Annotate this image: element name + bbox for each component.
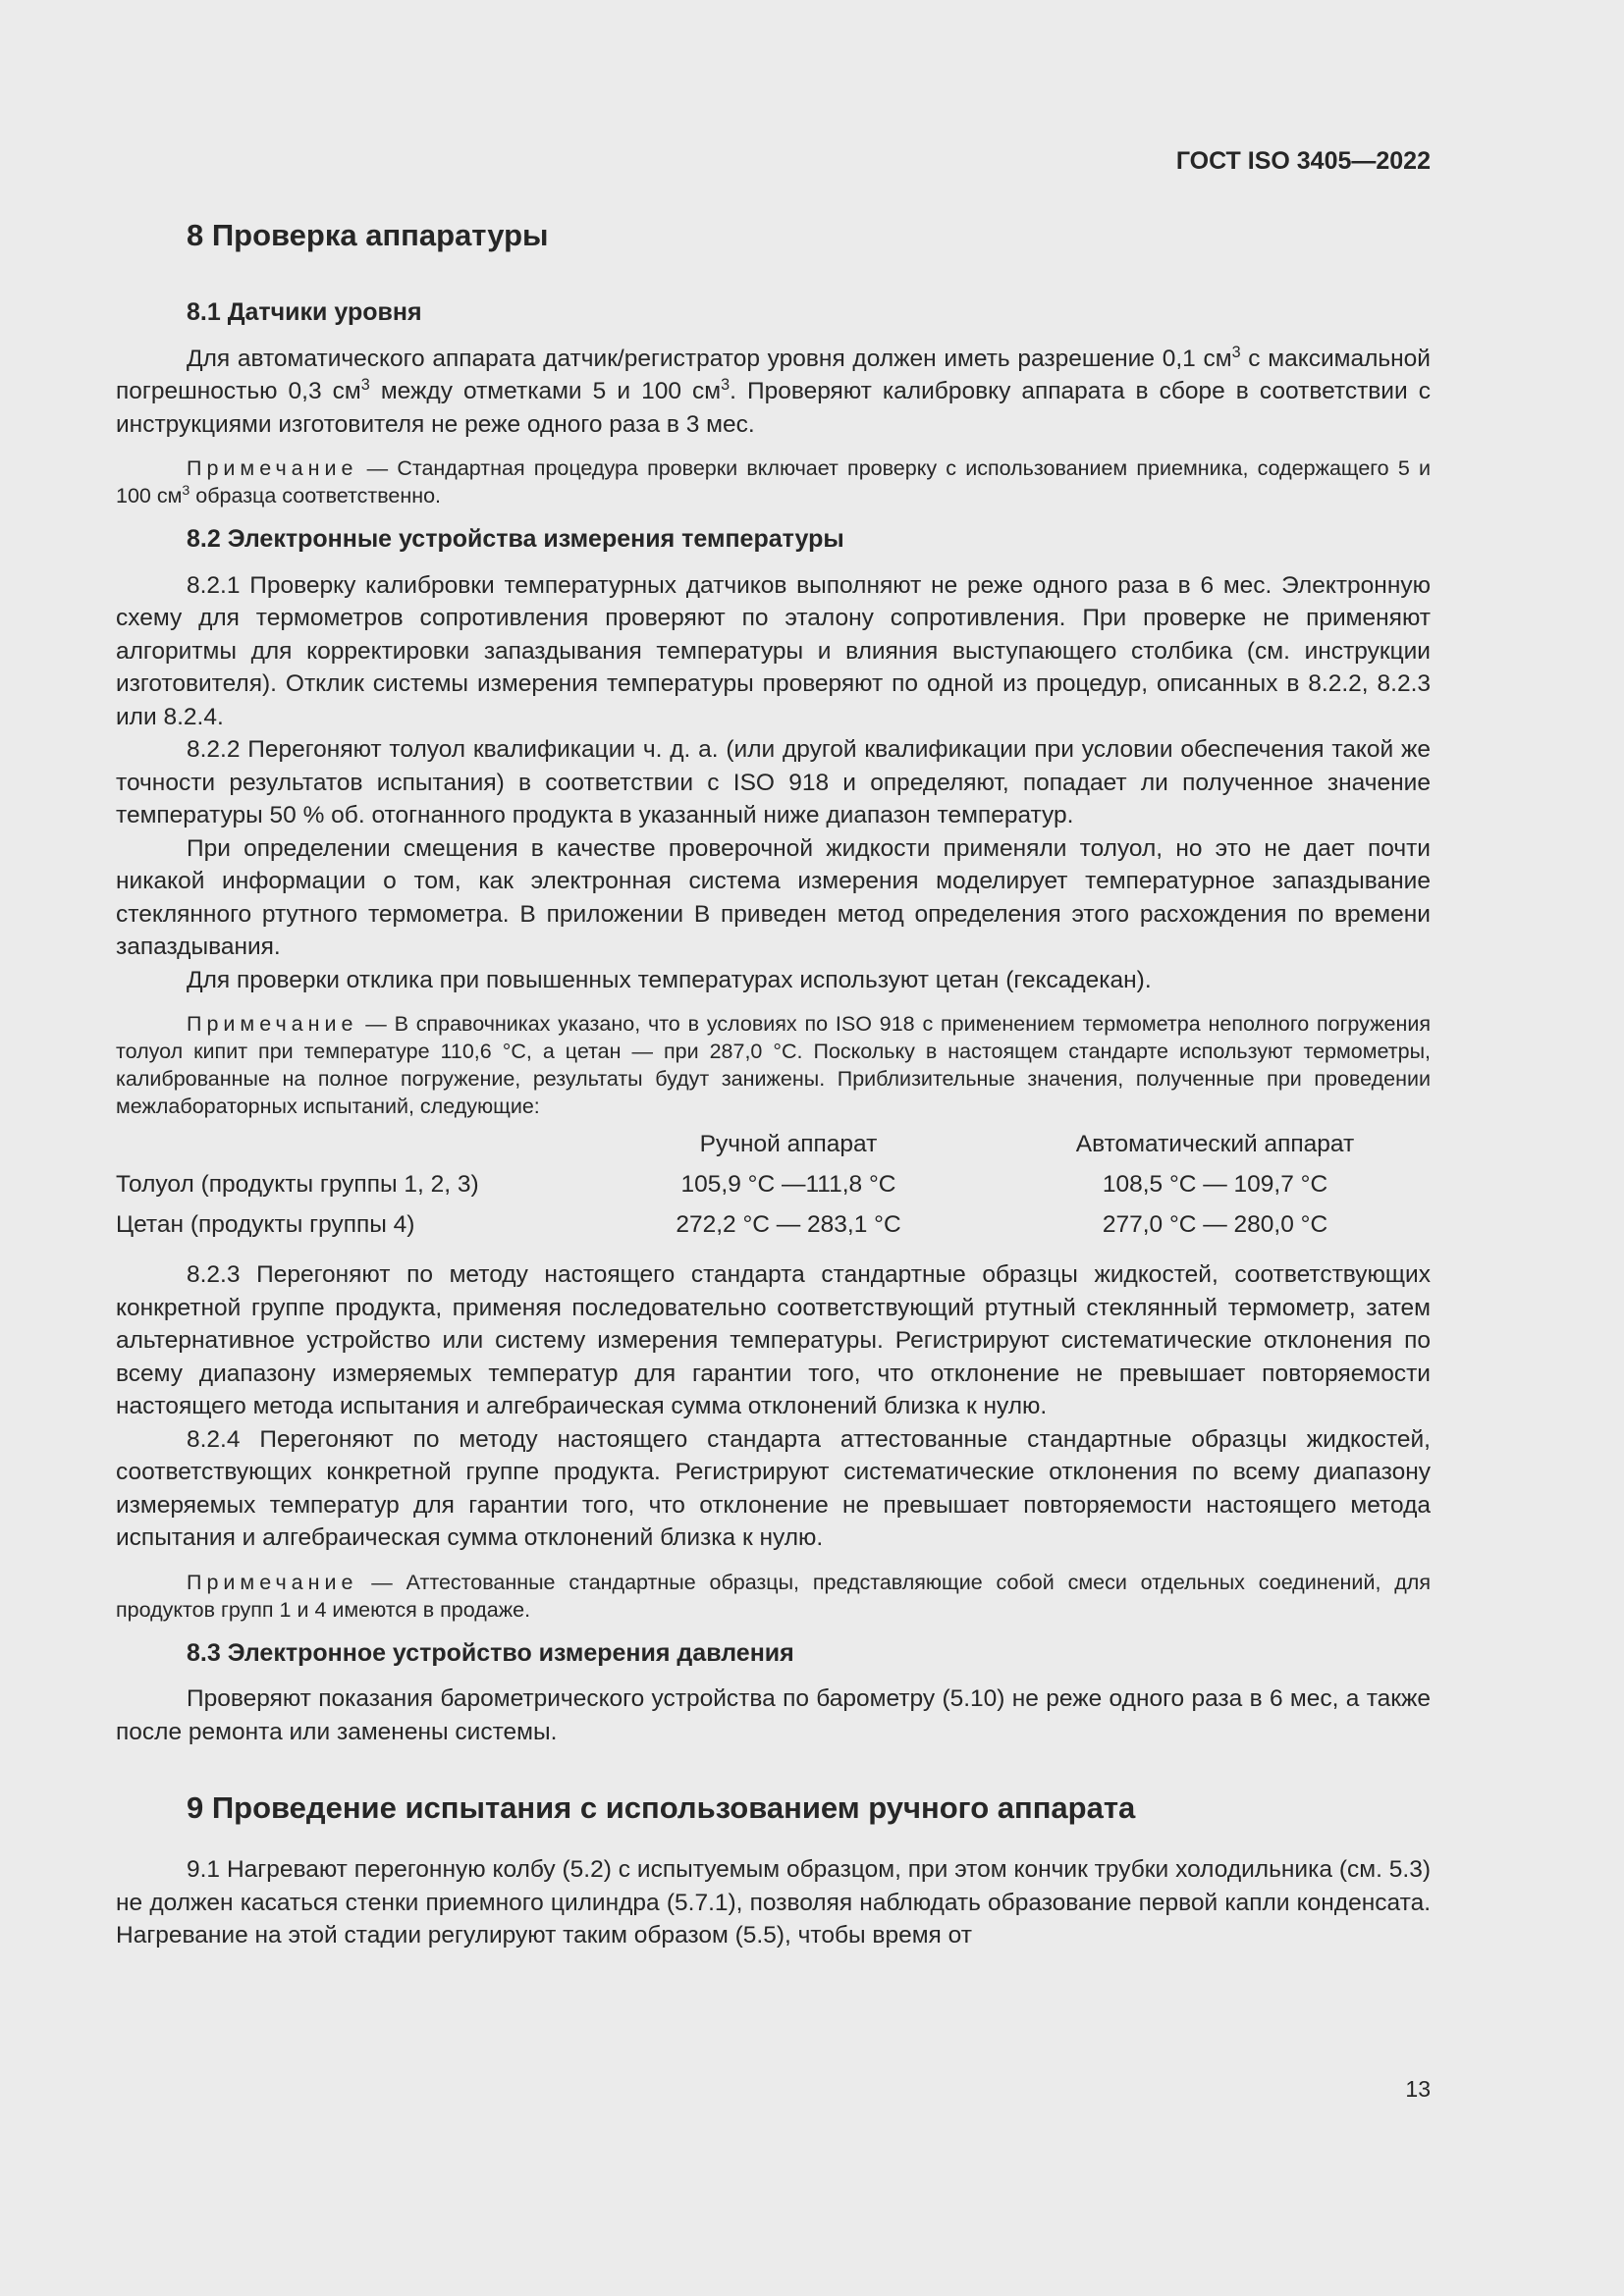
note-label: Примечание: [187, 456, 358, 481]
paragraph-8-2-1: 8.2.1 Проверку калибровки температурных датчиков выполняют не реже одного раза в 6 мес. Электронную схему для термометров сопротивления проверяют по эталону сопротивления. При проверке не применяют алгоритмы для корректировки запаздывания температуры и влияния выступающего столбика (см. инструкции изготовителя). Отклик системы измерения температуры проверяют по одной из процедур, описанных в 8.2.2, 8.2.3 или 8.2.4.: [116, 571, 1431, 730]
table-cell: Цетан (продукты группы 4): [116, 1210, 415, 1238]
paragraph-9-1: 9.1 Нагревают перегонную колбу (5.2) с испытуемым образцом, при этом кончик трубки холодильника (см. 5.3) не должен касаться стенки приемного цилиндра (5.7.1), позволяя наблюдать образование первой капли конденсата. Нагревание на этой стадии регулируют таким образом (5.5), чтобы время от: [116, 1856, 1431, 1949]
table-header-cell: Ручной аппарат: [699, 1130, 878, 1157]
subsection-8-3-title: 8.3 Электронное устройство измерения давления: [187, 1638, 794, 1667]
document-page: [116, 147, 1431, 1952]
paragraph-8-2-3: 8.2.3 Перегоняют по методу настоящего стандарта стандартные образцы жидкостей, соответствующих конкретной группе продукта, применяя последовательно соответствующий ртутный стеклянный термометр, затем альтернативное устройство или систему измерения температуры. Регистрируют систематические отклонения по всему диапазону измеряемых температур для гарантии того, что отклонение не превышает повторяемости настоящего метода испытания и алгебраическая сумма отклонений близка к нулю.: [116, 1261, 1431, 1420]
page-number: 13: [1405, 2076, 1431, 2102]
paragraph-8-3: Проверяют показания барометрического устройства по барометру (5.10) не реже одного раза в 6 мес, а также после ремонта или заменены системы.: [116, 1685, 1431, 1745]
paragraph-8-2-2-b: При определении смещения в качестве проверочной жидкости применяли толуол, но это не дает почти никакой информации о том, как электронная система измерения моделирует температурное запаздывание стеклянного ртутного термометра. В приложении В приведен метод определения этого расхождения по времени запаздывания.: [116, 834, 1431, 961]
document-header: ГОСТ ISO 3405—2022: [1175, 147, 1431, 175]
table-cell: 277,0 °C — 280,0 °C: [1102, 1210, 1328, 1238]
note-label: Примечание: [187, 1012, 358, 1037]
note-8-2: Примечание — В справочниках указано, что в условиях по ISO 918 с применением термометра неполного погружения толуол кипит при температуре 110,6 °C, а цетан — при 287,0 °C. Поскольку в настоящем стандарте используют термометры, калиброванные на полное погружение, результаты будут занижены. Приблизительные значения, полученные при проведении межлабораторных испытаний, следующие:: [116, 1012, 1431, 1119]
subsection-8-1-title: 8.1 Датчики уровня: [187, 298, 422, 327]
table-row: [116, 1164, 1431, 1204]
table-cell: 272,2 °C — 283,1 °C: [676, 1210, 901, 1238]
paragraph-8-2-2: 8.2.2 Перегоняют толуол квалификации ч. д. а. (или другой квалификации при условии обеспечения такой же точности результатов испытания) в соответствии с ISO 918 и определяют, попадает ли полученное значение температуры 50 % об. отогнанного продукта в указанный ниже диапазон температур.: [116, 736, 1431, 829]
table-header-cell: [116, 1124, 577, 1164]
table-cell: 108,5 °C — 109,7 °C: [1102, 1170, 1328, 1198]
table-header-cell: Автоматический аппарат: [1075, 1130, 1355, 1157]
note-label: Примечание: [187, 1570, 358, 1594]
section-8-title: 8 Проверка аппаратуры: [187, 218, 549, 252]
table-cell: Толуол (продукты группы 1, 2, 3): [116, 1170, 479, 1198]
section-9-title: 9 Проведение испытания с использованием ручного аппарата: [187, 1790, 1136, 1826]
note-8-1: Примечание — Стандартная процедура проверки включает проверку с использованием приемника, содержащего 5 и 100 $см^3$ образца соответственно.: [116, 456, 1431, 508]
table-row: [116, 1204, 1431, 1245]
paragraph-8-2-2-c: Для проверки отклика при повышенных температурах используют цетан (гексадекан).: [187, 966, 1152, 993]
temperature-table: [116, 1124, 1431, 1245]
subsection-8-2-title: 8.2 Электронные устройства измерения температуры: [187, 525, 844, 554]
table-header-row: [116, 1124, 1431, 1164]
table-cell: 105,9 °C —111,8 °C: [680, 1170, 896, 1198]
paragraph-8-1: Для автоматического аппарата датчик/регистратор уровня должен иметь разрешение 0,1 $см^3$ с максимальной погрешностью 0,3 $см^3$ между отметками 5 и 100 $см^3$. Проверяют калибровку аппарата в сборе в соответствии с инструкциями изготовителя не реже одного раза в 3 мес.: [116, 343, 1431, 438]
note-8-2-4: Примечание — Аттестованные стандартные образцы, представляющие собой смеси отдельных соединений, для продуктов групп 1 и 4 имеются в продаже.: [116, 1570, 1431, 1622]
paragraph-8-2-4: 8.2.4 Перегоняют по методу настоящего стандарта аттестованные стандартные образцы жидкостей, соответствующих конкретной группе продукта. Регистрируют систематические отклонения по всему диапазону измеряемых температур для гарантии того, что отклонение не превышает повторяемости настоящего метода испытания и алгебраическая сумма отклонений близка к нулю.: [116, 1425, 1431, 1552]
